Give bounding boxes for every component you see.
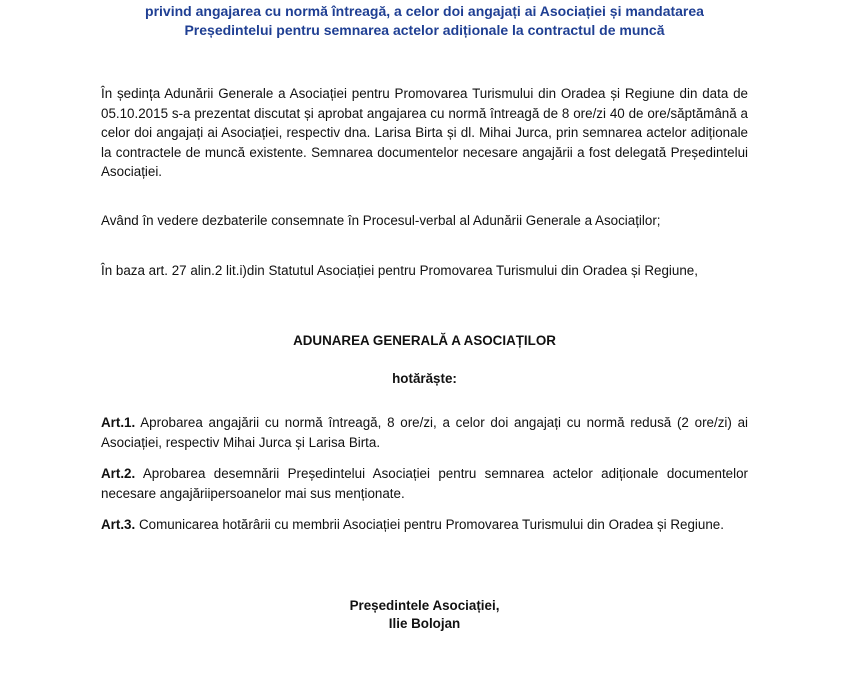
article-2-number: Art.2. bbox=[101, 466, 136, 481]
article-3 bbox=[101, 515, 748, 535]
paragraph-legal-basis: În baza art. 27 alin.2 lit.i)din Statutul Asociației pentru Promovarea Turismului din Oradea și Regiune, bbox=[101, 263, 698, 278]
paragraph-considering: Având în vedere dezbaterile consemnate în Procesul-verbal al Adunării Generale a Asociaților; bbox=[101, 213, 661, 228]
article-1-text: Aprobarea angajării cu normă întreagă, 8 ore/zi, a celor doi angajați cu normă redusă (2 ore/zi) ai Asociației, respectiv Mihai Jurca și Larisa Birta. bbox=[101, 415, 748, 450]
paragraph-meeting: În ședința Adunării Generale a Asociației pentru Promovarea Turismului din Oradea și Regiune din data de 05.10.2015 s-a prezentat discutat și aprobat angajarea cu normă întreagă de 8 ore/zi 40 de ore/săptămână a celor doi angajați ai Asociației, respectiv dna. Larisa Birta și dl. Mihai Jurca, prin semnarea actelor adiționale la contractele de muncă existente. Semnarea documentelor necesare angajării a fost delegată Președintelui Asociației. bbox=[101, 86, 748, 180]
article-2 bbox=[101, 464, 748, 503]
signature-name: Ilie Bolojan bbox=[388, 616, 461, 631]
decision-title-line-2: Președintelui pentru semnarea actelor adiționale la contractul de muncă bbox=[184, 22, 665, 38]
signature-title: Președintele Asociației, bbox=[349, 598, 500, 613]
assembly-heading: ADUNAREA GENERALĂ A ASOCIAȚILOR bbox=[293, 333, 556, 348]
article-3-number: Art.3. bbox=[101, 517, 136, 532]
decision-title-line-1: privind angajarea cu normă întreagă, a celor doi angajați ai Asociației și mandatarea bbox=[145, 3, 704, 19]
article-1-number: Art.1. bbox=[101, 415, 136, 430]
article-3-text: Comunicarea hotărârii cu membrii Asociației pentru Promovarea Turismului din Oradea și Regiune. bbox=[135, 517, 724, 532]
article-1 bbox=[101, 413, 748, 452]
decides-heading: hotărăște: bbox=[392, 371, 457, 386]
article-2-text: Aprobarea desemnării Președintelui Asociației pentru semnarea actelor adiționale documentelor necesare angajăriipersoanelor mai sus menționate. bbox=[101, 466, 748, 501]
